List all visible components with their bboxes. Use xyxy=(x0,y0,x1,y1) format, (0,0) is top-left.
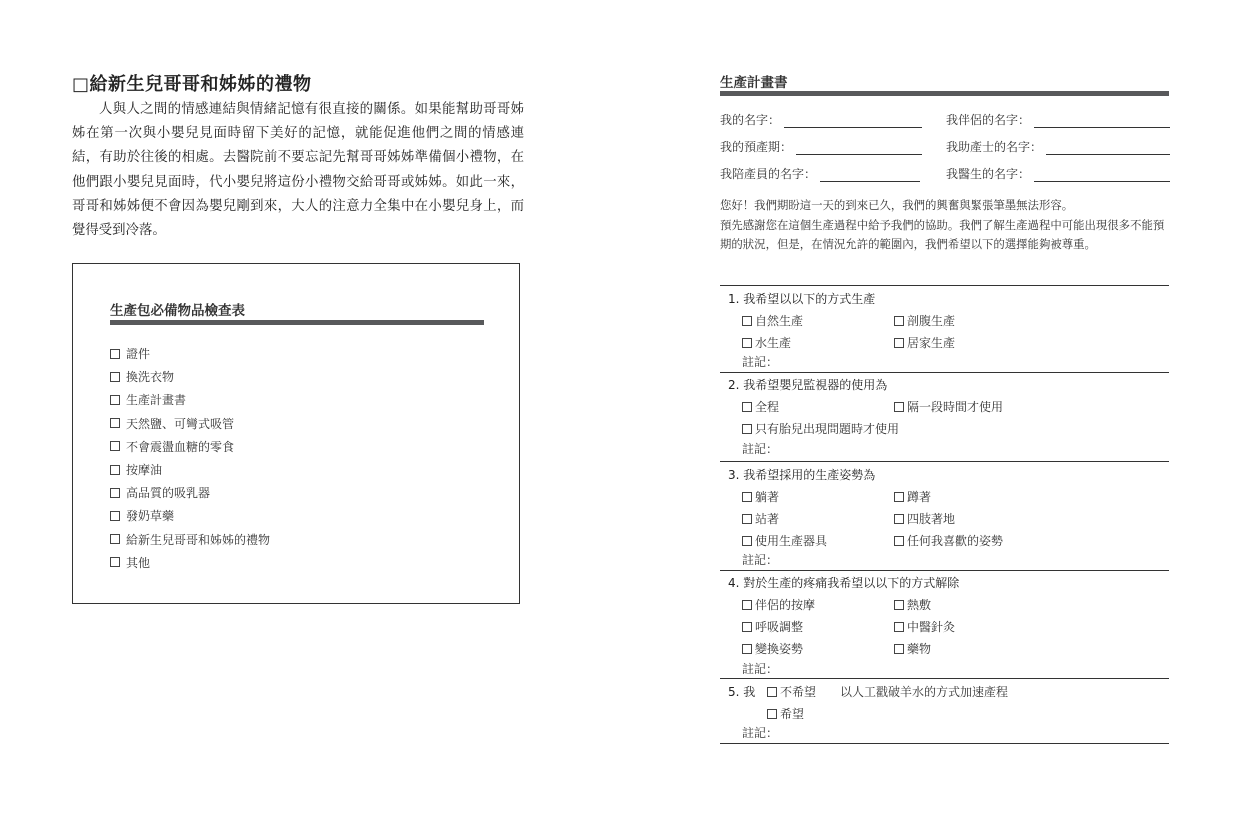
doctor-name-line[interactable] xyxy=(1034,167,1170,182)
checklist-item[interactable]: 高品質的吸乳器 xyxy=(110,481,270,504)
section-divider xyxy=(720,743,1169,744)
checkbox-icon[interactable] xyxy=(110,557,120,567)
option-any-position[interactable]: 任何我喜歡的姿勢 xyxy=(894,532,1003,549)
due-date-field[interactable]: 我的預產期： xyxy=(720,137,922,155)
option-monitor-interval[interactable]: 隔一段時間才使用 xyxy=(894,398,1003,415)
option-water-birth[interactable]: 水生產 xyxy=(742,334,791,351)
option-medication[interactable]: 藥物 xyxy=(894,640,931,657)
option-birth-equipment[interactable]: 使用生產器具 xyxy=(742,532,827,549)
checkbox-icon[interactable] xyxy=(110,465,120,475)
checkbox-icon[interactable] xyxy=(110,511,120,521)
option-change-position[interactable]: 變換姿勢 xyxy=(742,640,803,657)
checkbox-icon[interactable] xyxy=(767,709,777,719)
checklist-item[interactable]: 給新生兒哥哥和姊姊的禮物 xyxy=(110,528,270,551)
checklist-item[interactable]: 按摩油 xyxy=(110,458,270,481)
checkbox-icon[interactable] xyxy=(110,418,120,428)
question-1-title: 1. 我希望以以下的方式生產 xyxy=(728,292,876,306)
checkbox-icon[interactable] xyxy=(110,488,120,498)
checkbox-icon[interactable] xyxy=(742,492,752,502)
note-label[interactable]: 註記： xyxy=(742,442,779,456)
checkbox-icon[interactable] xyxy=(742,644,752,654)
intro-line-1: 您好！我們期盼這一天的到來已久，我們的興奮與緊張筆墨無法形容。 xyxy=(720,198,1074,212)
due-date-line[interactable] xyxy=(796,140,922,155)
option-monitor-full[interactable]: 全程 xyxy=(742,398,779,415)
section-heading: □給新生兒哥哥和姊姊的禮物 xyxy=(72,74,312,95)
checkbox-icon[interactable] xyxy=(894,338,904,348)
option-monitor-problem-only[interactable]: 只有胎兒出現問題時才使用 xyxy=(742,420,899,437)
checkbox-icon[interactable] xyxy=(742,536,752,546)
checkbox-icon[interactable] xyxy=(894,402,904,412)
checklist-box xyxy=(72,263,520,604)
checklist-item[interactable]: 發奶草藥 xyxy=(110,504,270,527)
doctor-name-field[interactable]: 我醫生的名字： xyxy=(946,164,1170,182)
checkbox-icon[interactable] xyxy=(894,514,904,524)
checkbox-icon[interactable] xyxy=(894,536,904,546)
checklist-item[interactable]: 其他 xyxy=(110,551,270,574)
option-hot-compress[interactable]: 熱敷 xyxy=(894,596,931,613)
section-divider xyxy=(720,285,1169,286)
option-all-fours[interactable]: 四肢著地 xyxy=(894,510,955,527)
checkbox-icon[interactable] xyxy=(110,534,120,544)
checklist xyxy=(110,342,270,574)
section-divider xyxy=(720,678,1169,679)
my-name-field[interactable]: 我的名字： xyxy=(720,110,922,128)
section-divider xyxy=(720,461,1169,462)
note-label[interactable]: 註記： xyxy=(742,726,779,740)
option-not-want[interactable]: 不希望 xyxy=(767,683,816,700)
checklist-title: 生產包必備物品檢查表 xyxy=(110,303,245,319)
checkbox-icon[interactable] xyxy=(742,402,752,412)
checkbox-icon[interactable] xyxy=(110,349,120,359)
checkbox-icon[interactable] xyxy=(742,622,752,632)
checkbox-icon[interactable] xyxy=(767,687,777,697)
section-divider xyxy=(720,570,1169,571)
checklist-item[interactable]: 生產計畫書 xyxy=(110,388,270,411)
option-acupuncture[interactable]: 中醫針灸 xyxy=(894,618,955,635)
body-paragraph: 人與人之間的情感連結與情緒記憶有很直接的關係。如果能幫助哥哥姊姊在第一次與小嬰兒見面時留下美好的記憶，就能促進他們之間的情感連結，有助於往後的相處。去醫院前不要忘記先幫哥哥姊姊準備個小禮物，在他們跟小嬰兒見面時，代小嬰兒將這份小禮物交給哥哥或姊姊。如此一來，哥哥和姊姊便不會因為嬰兒剛到來，大人的注意力全集中在小嬰兒身上，而覺得受到冷落。 xyxy=(72,102,524,239)
intro-text xyxy=(720,196,1172,255)
question-3-title: 3. 我希望採用的生產姿勢為 xyxy=(728,468,876,482)
question-5-suffix: 以人工戳破羊水的方式加速產程 xyxy=(840,685,1009,699)
checkbox-icon[interactable] xyxy=(110,372,120,382)
note-label[interactable]: 註記： xyxy=(742,662,779,676)
checkbox-icon[interactable] xyxy=(894,622,904,632)
checklist-item[interactable]: 證件 xyxy=(110,342,270,365)
option-standing[interactable]: 站著 xyxy=(742,510,779,527)
checkbox-icon[interactable] xyxy=(742,424,752,434)
midwife-name-field[interactable]: 我助產士的名字： xyxy=(946,137,1170,155)
checkbox-icon[interactable] xyxy=(894,600,904,610)
partner-name-field[interactable]: 我伴侶的名字： xyxy=(946,110,1170,128)
checkbox-icon[interactable] xyxy=(894,316,904,326)
question-5-title: 5. 我 xyxy=(728,685,756,699)
question-4-title: 4. 對於生產的疼痛我希望以以下的方式解除 xyxy=(728,576,960,590)
checkbox-icon[interactable] xyxy=(742,514,752,524)
partner-name-line[interactable] xyxy=(1034,113,1170,128)
doula-name-field[interactable]: 我陪產員的名字： xyxy=(720,164,920,182)
checkbox-icon[interactable] xyxy=(742,600,752,610)
checklist-item[interactable]: 換洗衣物 xyxy=(110,365,270,388)
checklist-item[interactable]: 不會震盪血糖的零食 xyxy=(110,435,270,458)
option-partner-massage[interactable]: 伴侶的按摩 xyxy=(742,596,815,613)
checkbox-icon[interactable] xyxy=(110,441,120,451)
option-want[interactable]: 希望 xyxy=(767,705,804,722)
option-lying[interactable]: 躺著 xyxy=(742,488,779,505)
checklist-item[interactable]: 天然鹽、可彎式吸管 xyxy=(110,412,270,435)
title-underline-bar xyxy=(720,91,1169,96)
checkbox-icon[interactable] xyxy=(742,316,752,326)
option-home-birth[interactable]: 居家生產 xyxy=(894,334,955,351)
option-breathing[interactable]: 呼吸調整 xyxy=(742,618,803,635)
note-label[interactable]: 註記： xyxy=(742,553,779,567)
option-c-section[interactable]: 剖腹生產 xyxy=(894,312,955,329)
title-underline-bar xyxy=(110,320,484,325)
note-label[interactable]: 註記： xyxy=(742,355,779,369)
checkbox-icon[interactable] xyxy=(894,492,904,502)
question-2-title: 2. 我希望嬰兒監視器的使用為 xyxy=(728,378,888,392)
section-divider xyxy=(720,372,1169,373)
doula-name-line[interactable] xyxy=(820,167,920,182)
option-squatting[interactable]: 蹲著 xyxy=(894,488,931,505)
my-name-line[interactable] xyxy=(784,113,922,128)
option-natural-birth[interactable]: 自然生產 xyxy=(742,312,803,329)
birth-plan-title: 生產計畫書 xyxy=(720,75,788,91)
checkbox-icon[interactable] xyxy=(894,644,904,654)
checkbox-icon[interactable] xyxy=(110,395,120,405)
intro-line-2: 預先感謝您在這個生產過程中給予我們的協助。我們了解生產過程中可能出現很多不能預期的狀況，但是，在情況允許的範圍內，我們希望以下的選擇能夠被尊重。 xyxy=(720,217,1165,252)
midwife-name-line[interactable] xyxy=(1046,140,1170,155)
checkbox-icon[interactable] xyxy=(742,338,752,348)
